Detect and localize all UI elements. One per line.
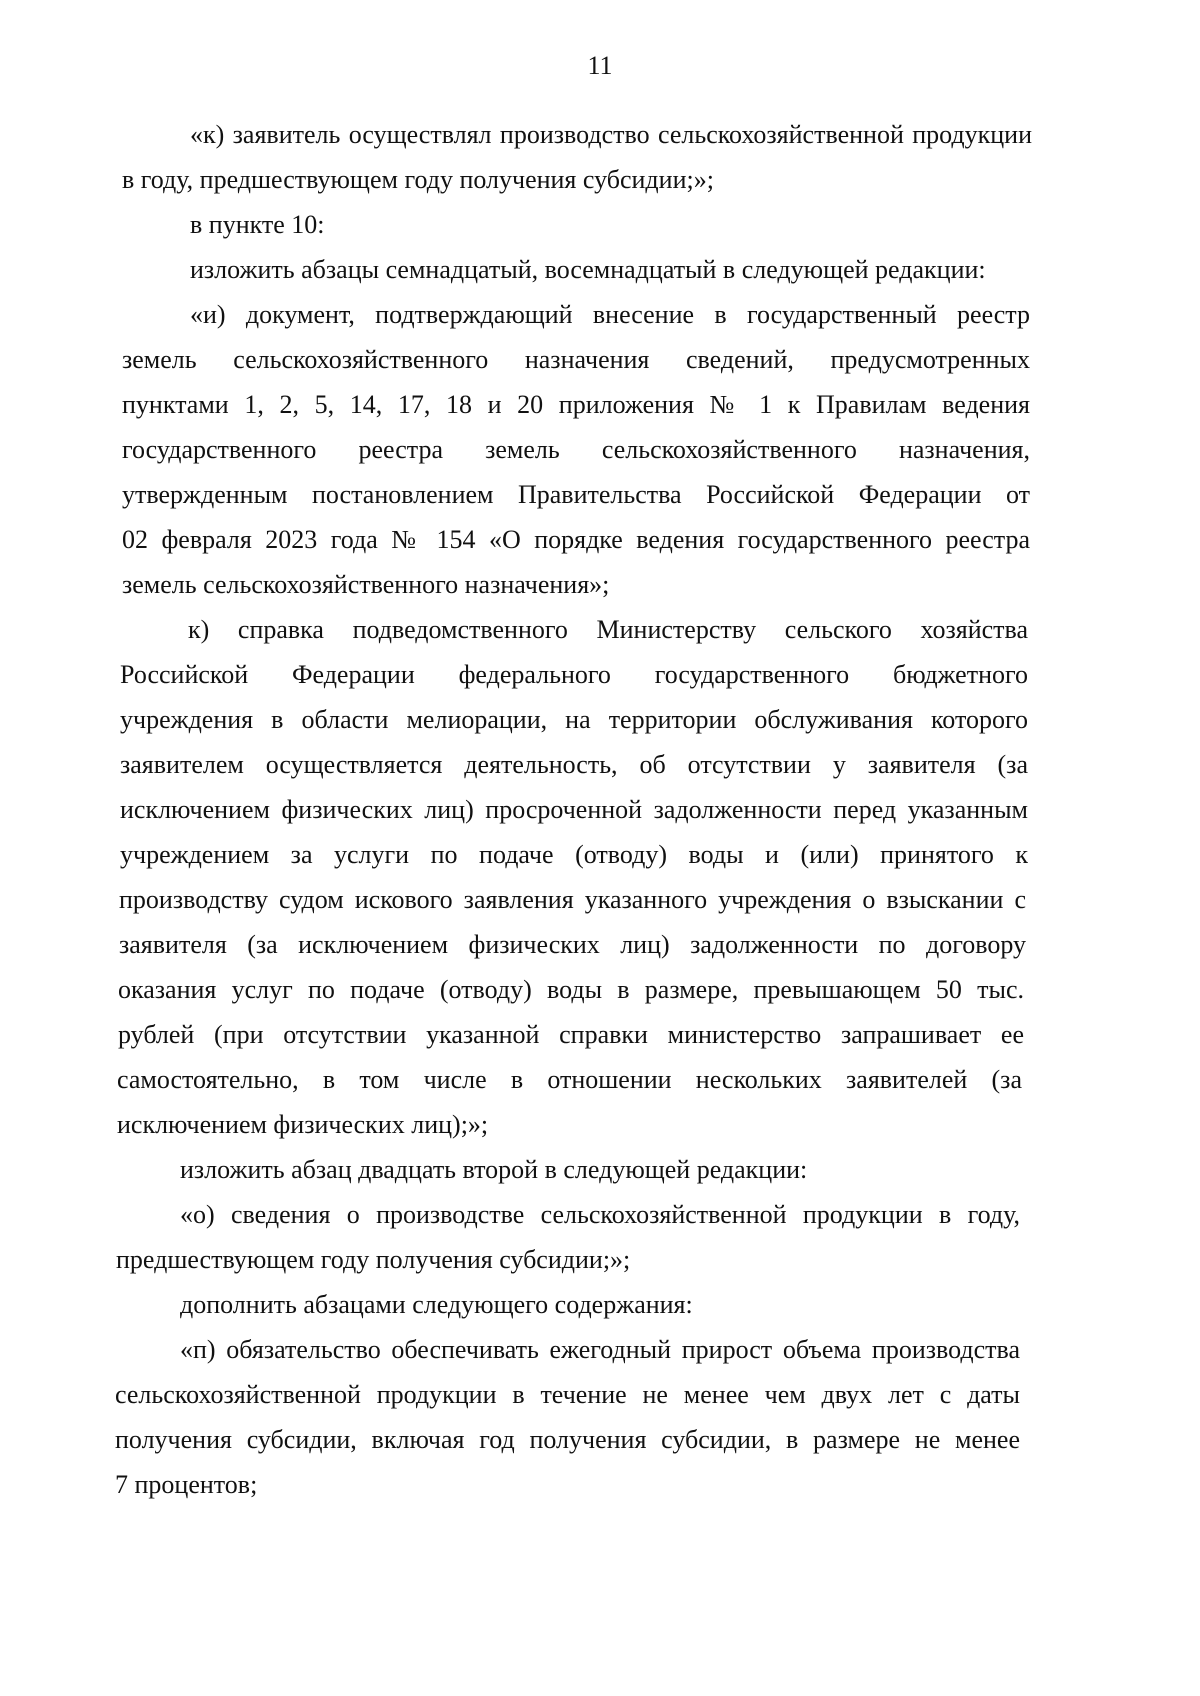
text-line: утвержденным постановлением Правительства Российской Федерации от: [122, 480, 1030, 509]
text-line: рублей (при отсутствии указанной справки министерство запрашивает ее: [118, 1020, 1024, 1049]
text-line: учреждением за услуги по подаче (отводу) воды и (или) принятого к: [120, 840, 1028, 869]
text-line: исключением физических лиц) просроченной задолженности перед указанным: [120, 795, 1028, 824]
text-line: земель сельскохозяйственного назначения»;: [122, 570, 610, 599]
paragraph-p-obligation: [0, 1327, 1200, 1507]
paragraph-o-info: [0, 1192, 1200, 1282]
text-line: дополнить абзацами следующего содержания:: [180, 1290, 693, 1319]
text-line: изложить абзац двадцать второй в следующей редакции:: [180, 1155, 808, 1184]
text-line: 7 процентов;: [115, 1470, 258, 1499]
text-line: к) справка подведомственного Министерству сельского хозяйства: [188, 615, 1028, 644]
text-line: производству судом искового заявления указанного учреждения о взыскании с: [119, 885, 1026, 914]
page-number: 11: [587, 51, 613, 80]
paragraph-k-applicant: [0, 112, 1200, 202]
document-body: [0, 112, 1200, 1507]
text-line: в году, предшествующем году получения субсидии;»;: [122, 165, 714, 194]
text-line: «п) обязательство обеспечивать ежегодный прирост объема производства: [180, 1335, 1020, 1364]
text-line: государственного реестра земель сельскохозяйственного назначения,: [122, 435, 1030, 464]
text-line: исключением физических лиц);»;: [117, 1110, 489, 1139]
text-line: получения субсидии, включая год получения субсидии, в размере не менее: [115, 1425, 1020, 1454]
text-line: земель сельскохозяйственного назначения сведений, предусмотренных: [122, 345, 1030, 374]
paragraph-add: [0, 1282, 1200, 1327]
text-line: заявителя (за исключением физических лиц) задолженности по договору: [119, 930, 1026, 959]
text-line: Российской Федерации федерального государственного бюджетного: [120, 660, 1028, 689]
text-line: заявителем осуществляется деятельность, об отсутствии у заявителя (за: [120, 750, 1028, 779]
paragraph-i-document: [0, 292, 1200, 607]
text-line: «к) заявитель осуществлял производство сельскохозяйственной продукции: [190, 120, 1032, 149]
text-line: предшествующем году получения субсидии;»;: [116, 1245, 631, 1274]
text-line: в пункте 10:: [190, 210, 325, 239]
text-line: изложить абзацы семнадцатый, восемнадцатый в следующей редакции:: [190, 255, 986, 284]
text-line: «и) документ, подтверждающий внесение в государственный реестр: [190, 300, 1030, 329]
paragraph-amend-17-18: [0, 247, 1200, 292]
text-line: 02 февраля 2023 года № 154 «О порядке ведения государственного реестра: [122, 525, 1030, 554]
text-line: самостоятельно, в том числе в отношении нескольких заявителей (за: [117, 1065, 1022, 1094]
text-line: учреждения в области мелиорации, на территории обслуживания которого: [120, 705, 1028, 734]
paragraph-point-10: [0, 202, 1200, 247]
text-line: «о) сведения о производстве сельскохозяйственной продукции в году,: [180, 1200, 1020, 1229]
text-line: сельскохозяйственной продукции в течение не менее чем двух лет с даты: [115, 1380, 1020, 1409]
text-line: оказания услуг по подаче (отводу) воды в размере, превышающем 50 тыс.: [118, 975, 1024, 1004]
paragraph-k-certificate: [0, 607, 1200, 1147]
text-line: пунктами 1, 2, 5, 14, 17, 18 и 20 приложения № 1 к Правилам ведения: [122, 390, 1030, 419]
paragraph-amend-22: [0, 1147, 1200, 1192]
